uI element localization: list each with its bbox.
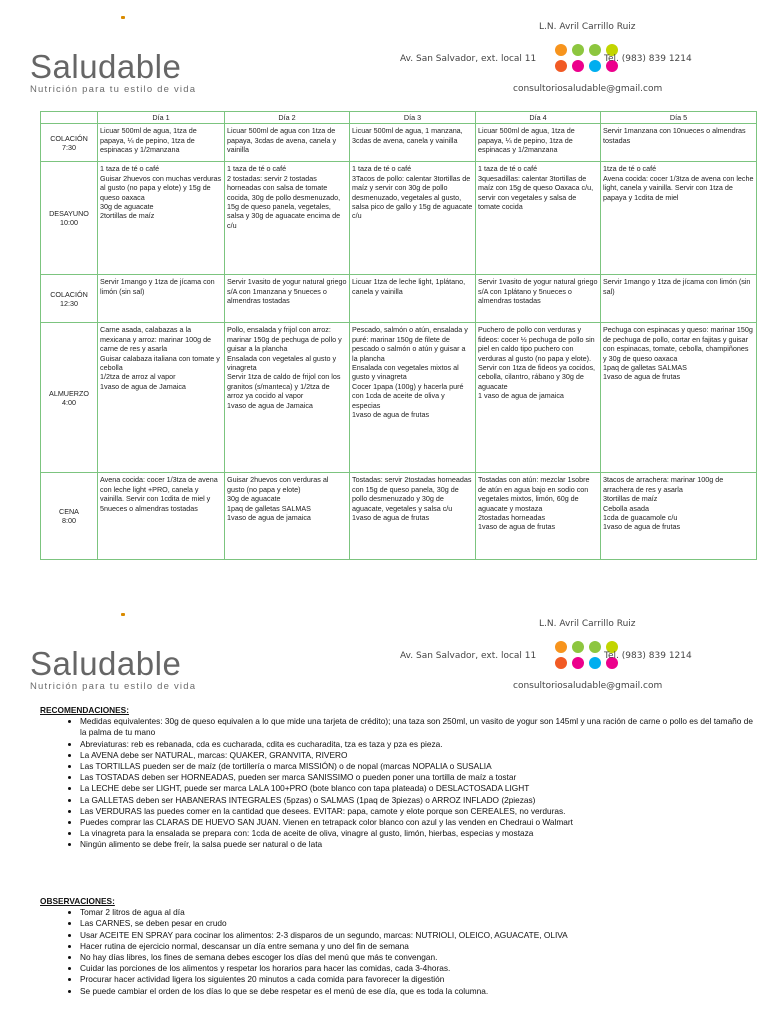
list-item: • La GALLETAS deben ser HABANERAS INTEGRALES (5pzas) o SALMAS (1paq de 3piezas) o ARROZ INFLADO (2piezas) <box>80 795 756 806</box>
list-item: • Las VERDURAS las puedes comer en la cantidad que desees. EVITAR: papa, camote y elote porque son CEREALES, no verduras. <box>80 806 756 817</box>
clinic-phone: Tel. (983) 839 1214 <box>604 651 692 661</box>
meal-cell: Licuar 500ml de agua, 1 manzana, 3cdas de avena, canela y vainilla <box>350 124 476 162</box>
brand-tagline: Nutrición para tu estilo de vida <box>30 681 197 692</box>
meal-cell: Licuar 500ml de agua, 1tza de papaya, ¼ de pepino, 1tza de espinacas y 1/2manzana <box>476 124 601 162</box>
color-dot <box>589 44 601 56</box>
day-header: Día 1 <box>98 112 225 124</box>
color-dot <box>572 44 584 56</box>
list-item: • La vinagreta para la ensalada se prepara con: 1cda de aceite de oliva, vinagre al gusto, limón, hierbas, especias y mostaza <box>80 828 756 839</box>
color-dot <box>555 44 567 56</box>
color-dot <box>572 641 584 653</box>
observations-title: OBSERVACIONES: <box>40 896 115 906</box>
meal-slot: COLACIÓN 7:30 <box>41 124 98 162</box>
meal-cell: 1 taza de té o café Guisar 2huevos con muchas verduras al gusto (no papa y elote) y 15g de queso oaxaca 30g de aguacate 2tortillas de maíz <box>98 162 225 275</box>
logo-accent-icon <box>121 613 125 616</box>
list-item: • La LECHE debe ser LIGHT, puede ser marca LALA 100+PRO (bote blanco con tapa plateada) o DESLACTOSADA LIGHT <box>80 783 756 794</box>
meal-cell: Servir 1mango y 1tza de jícama con limón (sin sal) <box>601 275 757 323</box>
meal-cell: Servir 1manzana con 10nueces o almendras tostadas <box>601 124 757 162</box>
brand-tagline: Nutrición para tu estilo de vida <box>30 84 197 95</box>
meal-plan-table <box>40 111 757 560</box>
nutritionist-name: L.N. Avril Carrillo Ruiz <box>539 22 636 32</box>
nutritionist-name: L.N. Avril Carrillo Ruiz <box>539 619 636 629</box>
meal-cell: Servir 1mango y 1tza de jícama con limón (sin sal) <box>98 275 225 323</box>
observations-list <box>40 907 756 997</box>
meal-cell: Licuar 500ml de agua con 1tza de papaya, 3cdas de avena, canela y vainilla <box>225 124 350 162</box>
meal-slot: DESAYUNO 10:00 <box>41 162 98 275</box>
day-header: Día 5 <box>601 112 757 124</box>
observations-section <box>40 896 756 997</box>
brand-name: Saludable <box>30 645 182 682</box>
clinic-address: Av. San Salvador, ext. local 11 <box>400 651 537 661</box>
day-header-row <box>41 112 757 124</box>
day-header: Día 4 <box>476 112 601 124</box>
list-item: • No hay días libres, los fines de semana debes escoger los días del menú que más te convengan. <box>80 952 756 963</box>
meal-cell: Tostadas: servir 2tostadas horneadas con 15g de queso panela, 30g de pollo desmenuzado y 30g de aguacate, vegetales y salsa c/u 1vaso de agua de frutas <box>350 473 476 560</box>
day-header: Día 2 <box>225 112 350 124</box>
color-dot <box>589 60 601 72</box>
list-item: • Las CARNES, se deben pesar en crudo <box>80 918 756 929</box>
meal-cell: Licuar 1tza de leche light, 1plátano, canela y vainilla <box>350 275 476 323</box>
color-dot <box>572 657 584 669</box>
meal-cell: Servir 1vasito de yogur natural griego s/A con 1manzana y 5nueces o almendras tostadas <box>225 275 350 323</box>
meal-slot: ALMUERZO 4:00 <box>41 323 98 473</box>
meal-cell: Pescado, salmón o atún, ensalada y puré: marinar 150g de filete de pescado o salmón o atún y guisar a la plancha Ensalada con vegetales mixtos al gusto y vinagreta Cocer 1papa (100g) y hacerla puré con 1cda de aceite de oliva y especias 1vaso de agua de frutas <box>350 323 476 473</box>
brand-logo <box>30 647 196 692</box>
recommendations-title: RECOMENDACIONES: <box>40 705 129 715</box>
meal-cell: 1 taza de té o café 3quesadillas: calentar 3tortillas de maíz con 15g de queso Oaxaca c/u, servir con vegetales y salsa de tomate cocida <box>476 162 601 275</box>
list-item: • Las TORTILLAS pueden ser de maíz (de tortillería o marca MISSIÓN) o de nopal (marcas NOPALIA o SUSALIA <box>80 761 756 772</box>
logo-accent-icon <box>121 16 125 19</box>
clinic-email: consultoriosaludable@gmail.com <box>513 681 663 691</box>
meal-row <box>41 124 757 162</box>
day-header: Día 3 <box>350 112 476 124</box>
page-header <box>0 8 768 108</box>
meal-cell: Carne asada, calabazas a la mexicana y arroz: marinar 100g de carne de res y asarla Guisar calabaza italiana con tomate y cebolla 1/2tza de arroz al vapor 1vaso de agua de Jamaica <box>98 323 225 473</box>
list-item: • Abreviaturas: reb es rebanada, cda es cucharada, cdita es cucharadita, tza es taza y pza es pieza. <box>80 739 756 750</box>
meal-cell: Pollo, ensalada y frijol con arroz: marinar 150g de pechuga de pollo y guisar a la plancha Ensalada con vegetales al gusto y vinagreta Servir 1tza de caldo de frijol con los granitos (s/manteca) y 1/2tza de arroz ya cocido al vapor 1vaso de agua de Jamaica <box>225 323 350 473</box>
list-item: • Procurar hacer actividad ligera los siguientes 20 minutos a cada comida para favorecer la digestión <box>80 974 756 985</box>
corner-cell <box>41 112 98 124</box>
meal-cell: 1 taza de té o café 3Tacos de pollo: calentar 3tortillas de maíz y servir con 30g de pollo desmenuzado, vegetales al gusto, salsa pico de gallo y 15g de aguacate c/u <box>350 162 476 275</box>
meal-cell: Licuar 500ml de agua, 1tza de papaya, ¼ de pepino, 1tza de espinacas y 1/2manzana <box>98 124 225 162</box>
clinic-address: Av. San Salvador, ext. local 11 <box>400 54 537 64</box>
meal-cell: Tostadas con atún: mezclar 1sobre de atún en agua bajo en sodio con vegetales mixtos, limón, 60g de aguacate y mostaza 2tostadas horneadas 1vaso de agua de frutas <box>476 473 601 560</box>
color-dot <box>589 641 601 653</box>
brand-logo <box>30 50 196 95</box>
brand-name: Saludable <box>30 48 182 85</box>
meal-cell: Pechuga con espinacas y queso: marinar 150g de pechuga de pollo, cortar en fajitas y guisar con espinacas, tomate, cebolla, champiñones y 30g de queso oaxaca 1paq de galletas SALMAS 1vaso de agua de frutas <box>601 323 757 473</box>
list-item: • La AVENA debe ser NATURAL, marcas: QUAKER, GRANVITA, RIVERO <box>80 750 756 761</box>
color-dot <box>572 60 584 72</box>
meal-row <box>41 162 757 275</box>
list-item: • Las TOSTADAS deben ser HORNEADAS, pueden ser marca SANISSIMO o pueden poner una tortilla de maíz a tostar <box>80 772 756 783</box>
meal-cell: Servir 1vasito de yogur natural griego s/A con 1plátano y 5nueces o almendras tostadas <box>476 275 601 323</box>
meal-cell: Avena cocida: cocer 1/3tza de avena con leche light +PRO, canela y vainilla. Servir con 1cdita de miel y 5nueces o almendras tostadas <box>98 473 225 560</box>
list-item: • Cuidar las porciones de los alimentos y respetar los horarios para hacer las comidas, cada 3-4horas. <box>80 963 756 974</box>
recommendations-section <box>40 705 756 851</box>
color-dot <box>555 657 567 669</box>
clinic-phone: Tel. (983) 839 1214 <box>604 54 692 64</box>
list-item: • Usar ACEITE EN SPRAY para cocinar los alimentos: 2-3 disparos de un segundo, marcas: NUTRIOLI, OLEICO, AGUACATE, OLIVA <box>80 930 756 941</box>
meal-row <box>41 323 757 473</box>
list-item: • Hacer rutina de ejercicio normal, descansar un día entre semana y uno del fin de semana <box>80 941 756 952</box>
meal-cell: 3tacos de arrachera: marinar 100g de arrachera de res y asarla 3tortillas de maíz Cebolla asada 1cda de guacamole c/u 1vaso de agua de frutas <box>601 473 757 560</box>
page-header-second <box>0 605 768 705</box>
meal-slot: COLACIÓN 12:30 <box>41 275 98 323</box>
list-item: • Tomar 2 litros de agua al día <box>80 907 756 918</box>
clinic-email: consultoriosaludable@gmail.com <box>513 84 663 94</box>
meal-cell: 1 taza de té o café 2 tostadas: servir 2 tostadas horneadas con salsa de tomate cocida, 30g de pollo desmenuzado, 15g de queso panela, vegetales, salsa y 30g de aguacate encima de c/u <box>225 162 350 275</box>
color-dot <box>555 641 567 653</box>
meal-slot: CENA 8:00 <box>41 473 98 560</box>
list-item: • Ningún alimento se debe freír, la salsa puede ser natural o de lata <box>80 839 756 850</box>
color-dot <box>589 657 601 669</box>
meal-cell: 1tza de té o café Avena cocida: cocer 1/3tza de avena con leche light, canela y vainilla. Servir con 1tza de papaya y 1cdita de miel <box>601 162 757 275</box>
list-item: • Se puede cambiar el orden de los días lo que se debe respetar es el menú de ese día, que es toda la columna. <box>80 986 756 997</box>
recommendations-list <box>40 716 756 850</box>
meal-row <box>41 275 757 323</box>
color-dot <box>555 60 567 72</box>
meal-cell: Guisar 2huevos con verduras al gusto (no papa y elote) 30g de aguacate 1paq de galletas SALMAS 1vaso de agua de jamaica <box>225 473 350 560</box>
list-item: • Medidas equivalentes: 30g de queso equivalen a lo que mide una tarjeta de crédito); una taza son 250ml, un vasito de yogur son 145ml y una ración de carne o pollo es del tamaño de la palma de tu mano <box>80 716 756 738</box>
meal-cell: Puchero de pollo con verduras y fideos: cocer ½ pechuga de pollo sin piel en caldo tipo puchero con verduras al gusto (no papa y elote). Servir con 1tza de fideos ya cocidos, cebolla, cilantro, rábano y 30g de aguacate 1 vaso de agua de jamaica <box>476 323 601 473</box>
meal-row <box>41 473 757 560</box>
list-item: • Puedes comprar las CLARAS DE HUEVO SAN JUAN. Vienen en tetrapack color blanco con azul y las venden en Chedraui o Walmart <box>80 817 756 828</box>
